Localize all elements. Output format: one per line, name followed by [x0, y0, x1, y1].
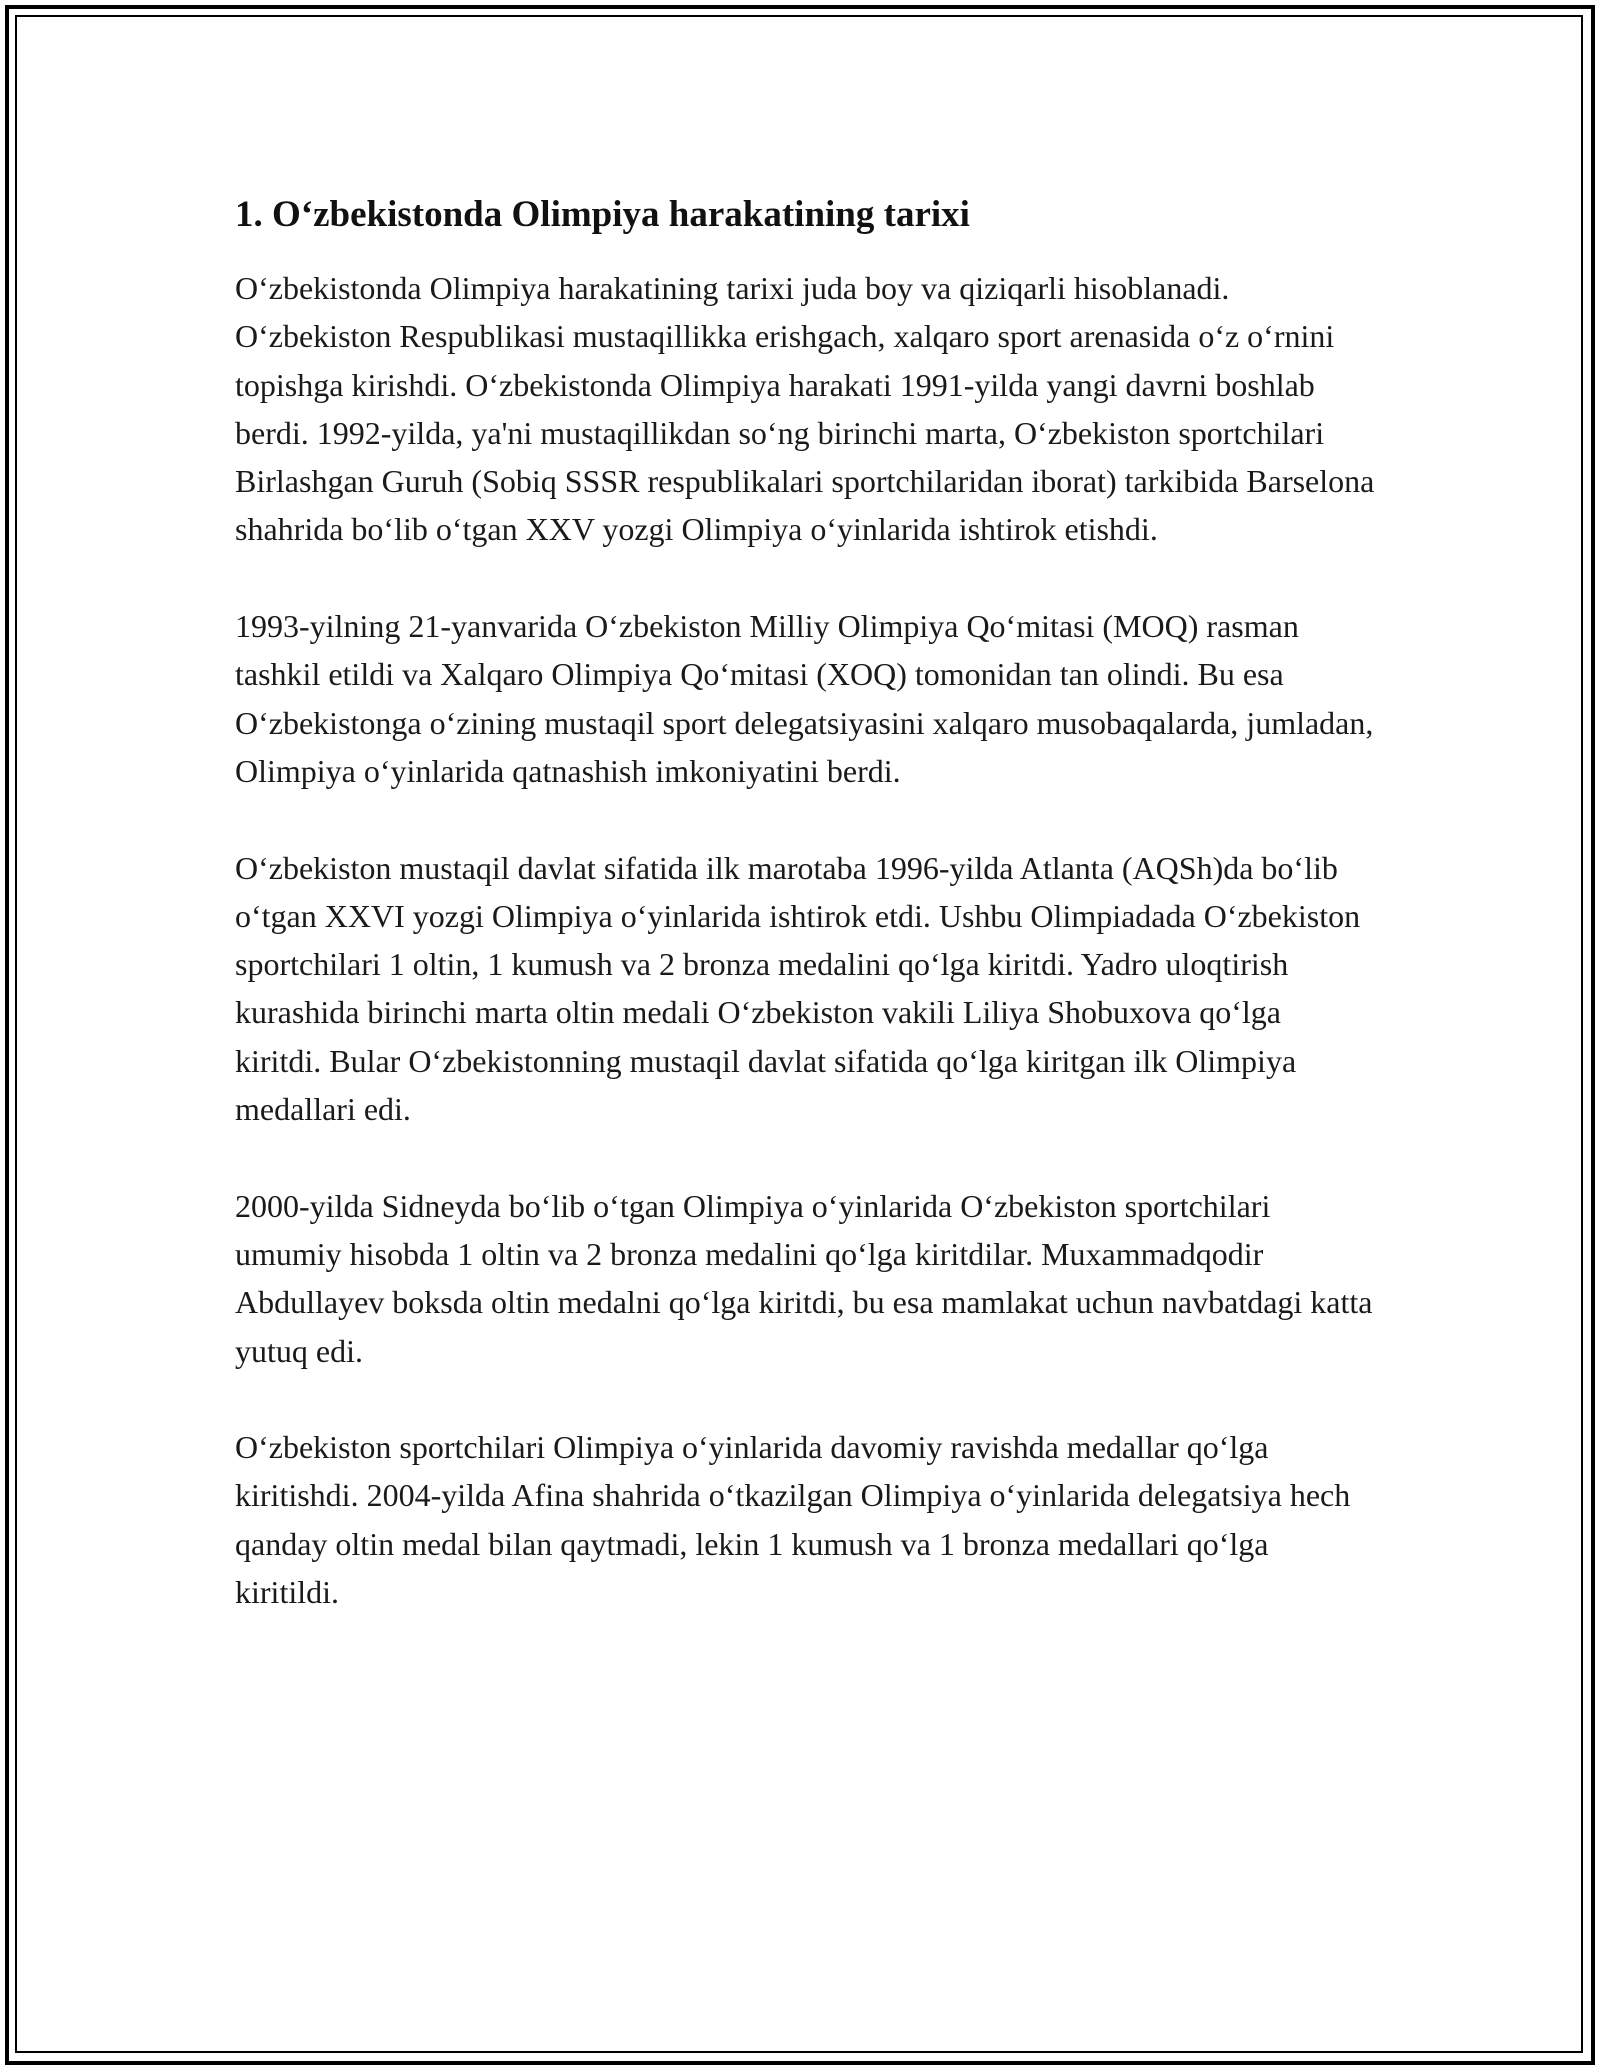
paragraph-athens-2004: O‘zbekiston sportchilari Olimpiya o‘yinlarida davomiy ravishda medallar qo‘lga kiritishdi. 2004-yilda Afina shahrida o‘tkazilgan Olimpiya o‘yinlarida delegatsiya hech qanday oltin medal bilan qaytmadi, lekin 1 kumush va 1 bronza medallari qo‘lga kiritildi. [235, 1429, 1351, 1611]
paragraph-noc-founding: 1993-yilning 21-yanvarida O‘zbekiston Milliy Olimpiya Qo‘mitasi (MOQ) rasman tashkil etildi va Xalqaro Olimpiya Qo‘mitasi (XOQ) tomonidan tan olindi. Bu esa O‘zbekistonga o‘zining mustaqil sport delegatsiyasini xalqaro musobaqalarda, jumladan, Olimpiya o‘yinlarida qatnashish imkoniyatini berdi. [235, 608, 1374, 789]
paragraph-atlanta-1996: O‘zbekiston mustaqil davlat sifatida ilk marotaba 1996-yilda Atlanta (AQSh)da bo‘lib o‘tgan XXVI yozgi Olimpiya o‘yinlarida ishtirok etdi. Ushbu Olimpiadada O‘zbekiston sportchilari 1 oltin, 1 kumush va 2 bronza medalini qo‘lga kiritdi. Yadro uloqtirish kurashida birinchi marta oltin medali O‘zbekiston vakili Liliya Shobuxova qo‘lga kiritdi. Bular O‘zbekistonning mustaqil davlat sifatida qo‘lga kiritgan ilk Olimpiya medallari edi. [235, 849, 1361, 1128]
paragraph-sydney-2000: 2000-yilda Sidneyda bo‘lib o‘tgan Olimpiya o‘yinlarida O‘zbekiston sportchilari umumiy hisobda 1 oltin va 2 bronza medalini qo‘lga kiritdilar. Muxammadqodir Abdullayev boksda oltin medalni qo‘lga kiritdi, bu esa mamlakat uchun navbatdagi katta yutuq edi. [235, 1187, 1373, 1369]
paragraph-olympic-history-intro: O‘zbekistonda Olimpiya harakatining tarixi juda boy va qiziqarli hisoblanadi. O‘zbekiston Respublikasi mustaqillikka erishgach, xalqaro sport arenasida o‘z o‘rnini topishga kirishdi. O‘zbekistonda Olimpiya harakati 1991-yilda yangi davrni boshlab berdi. 1992-yilda, ya'ni mustaqillikdan so‘ng birinchi marta, O‘zbekiston sportchilari Birlashgan Guruh (Sobiq SSSR respublikalari sportchilaridan iborat) tarkibida Barselona shahrida bo‘lib o‘tgan XXV yozgi Olimpiya o‘yinlarida ishtirok etishdi. [235, 270, 1375, 548]
section-heading: 1. O‘zbekistonda Olimpiya harakatining tarixi [235, 194, 970, 235]
document-content [235, 188, 1375, 1665]
